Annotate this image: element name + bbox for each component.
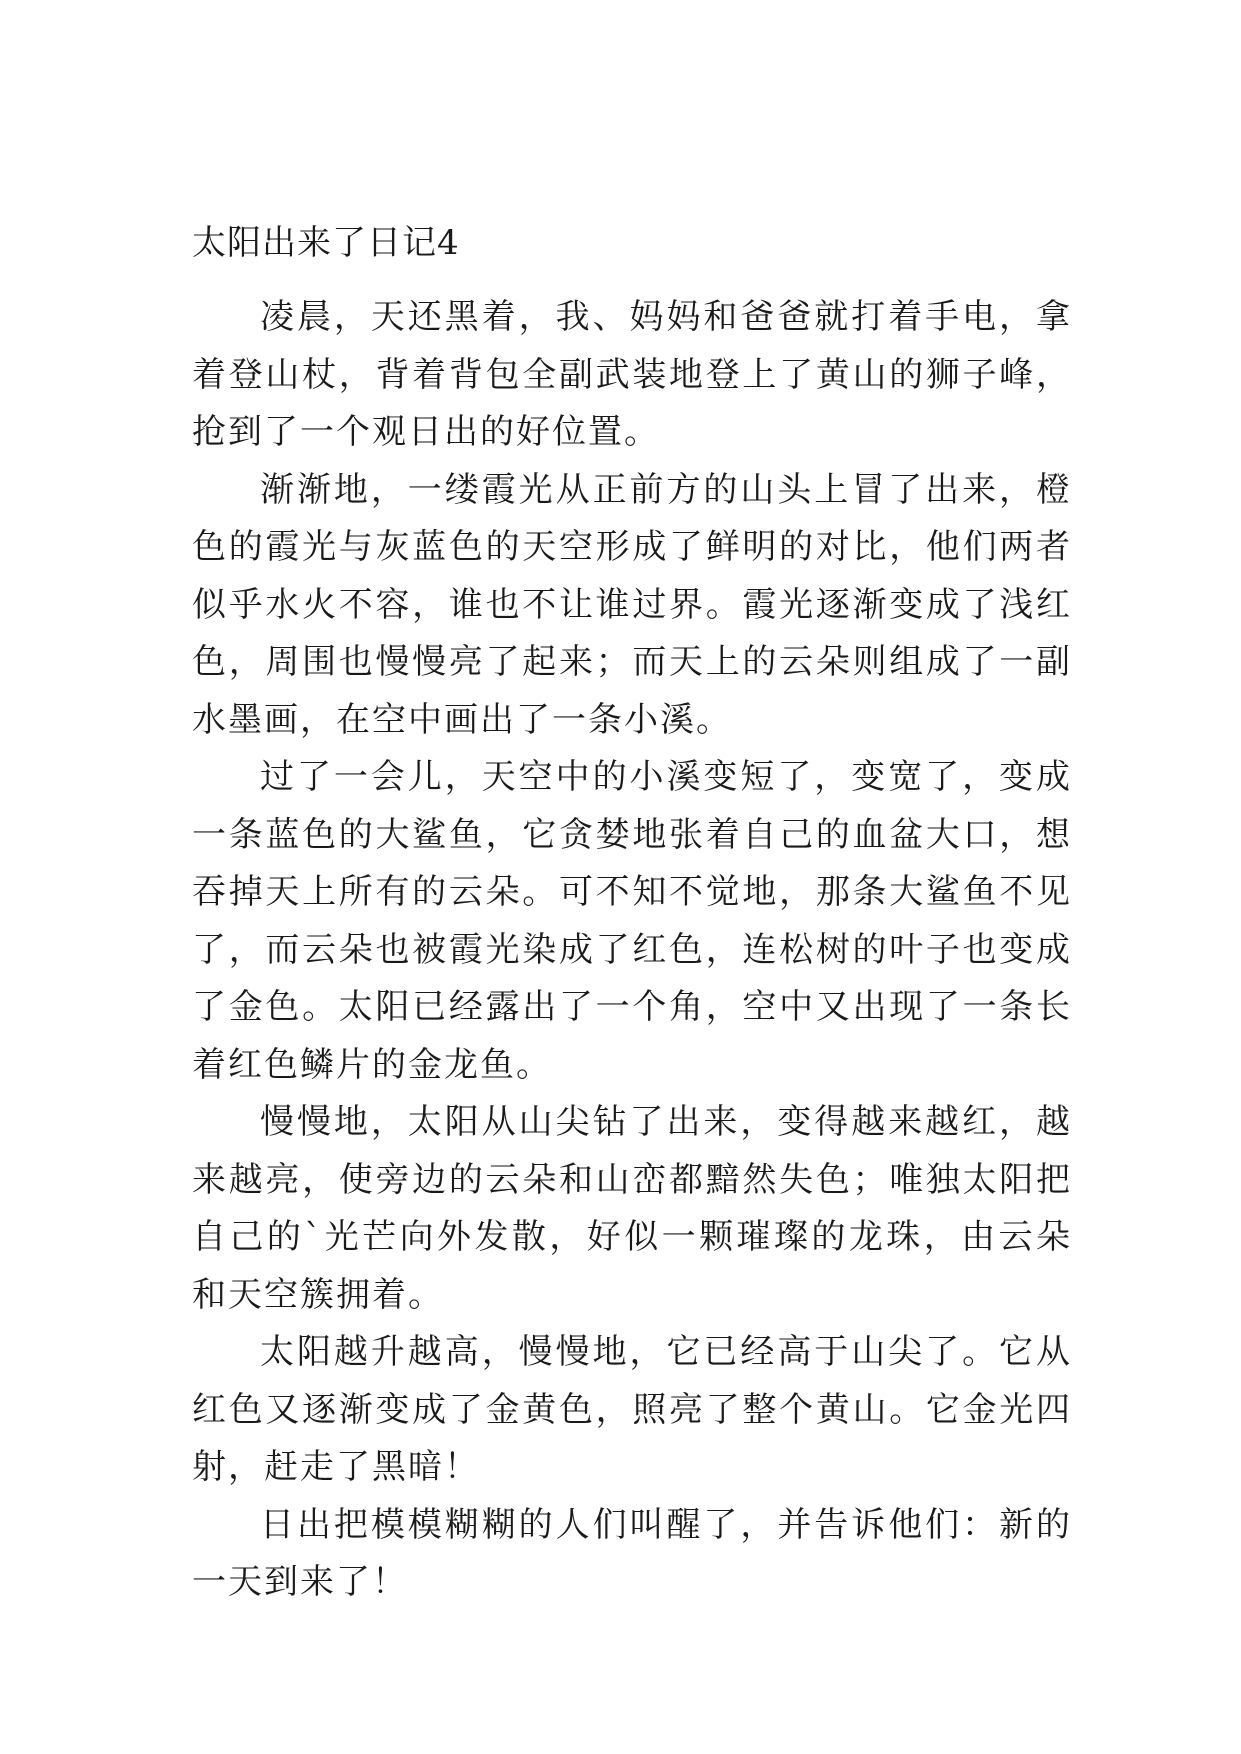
document-title: 太阳出来了日记4 [192, 223, 460, 263]
paragraph-3: 过了一会儿，天空中的小溪变短了，变宽了，变成一条蓝色的大鲨鱼，它贪婪地张着自己的血盆大口，想吞掉天上所有的云朵。可不知不觉地，那条大鲨鱼不见了，而云朵也被霞光染成了红色，连松树的叶子也变成了金色。太阳已经露出了一个角，空中又出现了一条长着红色鳞片的金龙鱼。 [192, 757, 1072, 1085]
paragraph-5: 太阳越升越高，慢慢地，它已经高于山尖了。它从红色又逐渐变成了金黄色，照亮了整个黄山。它金光四射，赶走了黑暗！ [192, 1332, 1072, 1487]
paragraph-4: 慢慢地，太阳从山尖钻了出来，变得越来越红，越来越亮，使旁边的云朵和山峦都黯然失色；唯独太阳把自己的`光芒向外发散，好似一颗璀璨的龙珠，由云朵和天空簇拥着。 [192, 1102, 1072, 1315]
paragraph-6: 日出把模模糊糊的人们叫醒了，并告诉他们：新的一天到来了！ [192, 1504, 1072, 1602]
paragraph-2: 渐渐地，一缕霞光从正前方的山头上冒了出来，橙色的霞光与灰蓝色的天空形成了鲜明的对比，他们两者似乎水火不容，谁也不让谁过界。霞光逐渐变成了浅红色，周围也慢慢亮了起来；而天上的云朵则组成了一副水墨画，在空中画出了一条小溪。 [192, 469, 1072, 740]
paragraph-1: 凌晨，天还黑着，我、妈妈和爸爸就打着手电，拿着登山杖，背着背包全副武装地登上了黄山的狮子峰，抢到了一个观日出的好位置。 [192, 297, 1072, 452]
document-page [192, 223, 1072, 1612]
